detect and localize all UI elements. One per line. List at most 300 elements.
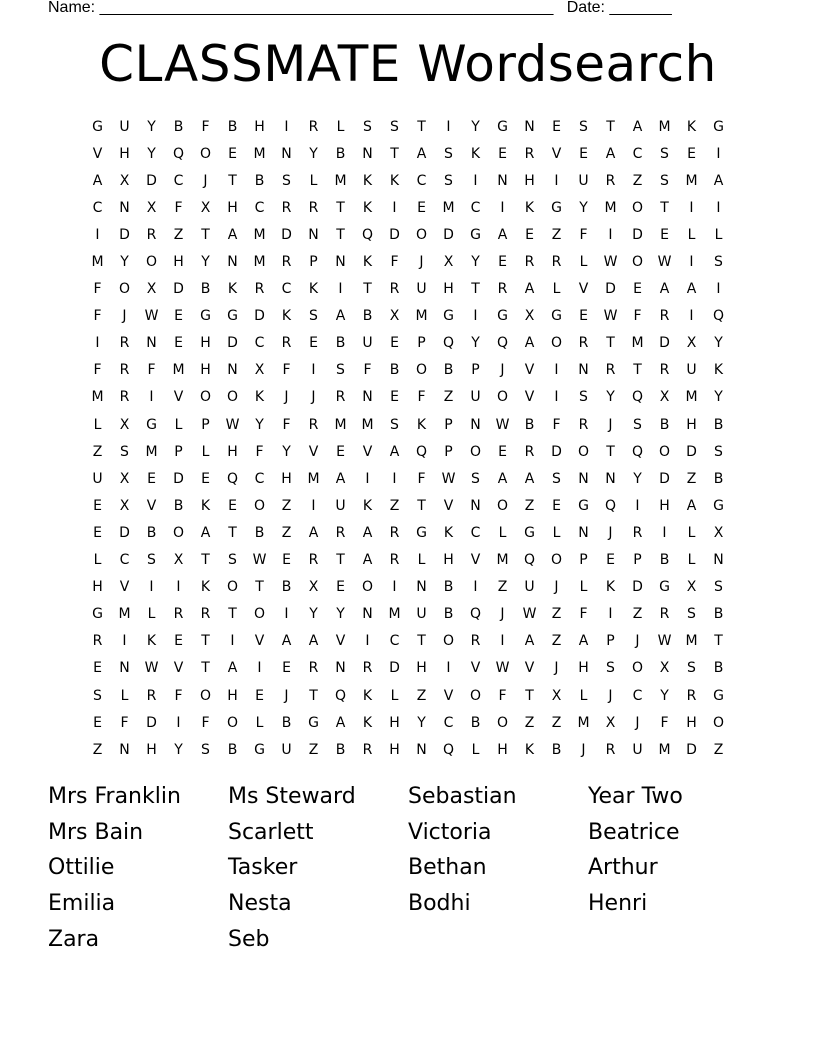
grid-letter: Y — [471, 335, 480, 352]
grid-letter: F — [552, 416, 561, 433]
grid-letter: V — [470, 552, 481, 569]
grid-letter: N — [227, 254, 238, 271]
grid-letter: T — [201, 226, 210, 243]
grid-letter: Y — [174, 741, 183, 758]
grid-letter: W — [657, 254, 672, 271]
grid-letter: X — [389, 308, 400, 325]
grid-letter: G — [308, 714, 319, 731]
grid-letter: V — [146, 497, 157, 514]
grid-letter: Y — [417, 714, 426, 731]
grid-letter: Z — [281, 524, 292, 541]
grid-letter: F — [174, 199, 183, 216]
grid-letter: G — [254, 741, 265, 758]
grid-letter: R — [578, 416, 589, 433]
grid-letter: C — [254, 199, 265, 216]
grid-letter: H — [524, 172, 535, 189]
grid-letter: T — [228, 172, 237, 189]
grid-letter: R — [659, 308, 670, 325]
grid-letter: L — [93, 416, 102, 433]
grid-letter: R — [632, 524, 643, 541]
grid-letter: M — [658, 741, 671, 758]
grid-letter: H — [173, 254, 184, 271]
grid-letter: T — [228, 606, 237, 623]
grid-letter: K — [713, 362, 724, 379]
grid-letter: E — [228, 145, 237, 162]
grid-letter: Q — [496, 335, 509, 352]
grid-letter: H — [119, 145, 130, 162]
grid-letter: J — [284, 687, 289, 704]
grid-letter: S — [363, 118, 372, 135]
grid-letter: L — [417, 552, 426, 569]
grid-letter: R — [524, 145, 535, 162]
grid-letter: R — [119, 362, 130, 379]
grid-letter: B — [173, 118, 184, 135]
grid-letter: X — [659, 660, 670, 677]
grid-letter: H — [497, 741, 508, 758]
grid-letter: A — [524, 633, 535, 650]
grid-letter: E — [633, 281, 642, 298]
grid-letter: J — [311, 389, 316, 406]
grid-letter: G — [713, 687, 724, 704]
grid-letter: F — [201, 118, 210, 135]
grid-letter: Z — [632, 172, 643, 189]
grid-letter: Y — [336, 606, 345, 623]
grid-letter: Y — [714, 389, 723, 406]
grid-letter: I — [392, 199, 397, 216]
grid-letter: V — [524, 362, 535, 379]
grid-letter: L — [309, 172, 318, 189]
grid-letter: J — [500, 362, 505, 379]
grid-letter: D — [686, 443, 697, 460]
grid-letter: K — [605, 579, 616, 596]
grid-letter: Z — [551, 714, 562, 731]
grid-letter: L — [255, 714, 264, 731]
grid-letter: R — [119, 389, 130, 406]
grid-letter: U — [335, 497, 346, 514]
grid-letter: Y — [633, 470, 642, 487]
grid-letter: V — [524, 660, 535, 677]
grid-letter: Q — [631, 389, 644, 406]
grid-letter: A — [362, 524, 373, 541]
word-list-item: Mrs Bain — [48, 819, 144, 845]
grid-letter: V — [92, 145, 103, 162]
grid-letter: W — [144, 308, 159, 325]
grid-letter: T — [606, 443, 615, 460]
grid-letter: A — [524, 470, 535, 487]
grid-letter: G — [146, 416, 157, 433]
grid-letter: S — [228, 552, 237, 569]
grid-letter: K — [200, 579, 211, 596]
grid-letter: W — [225, 416, 240, 433]
grid-letter: Q — [442, 741, 455, 758]
grid-letter: I — [689, 199, 694, 216]
grid-letter: K — [362, 199, 373, 216]
grid-letter: I — [149, 389, 154, 406]
grid-letter: H — [443, 552, 454, 569]
grid-letter: G — [578, 497, 589, 514]
grid-letter: D — [119, 226, 130, 243]
grid-letter: I — [500, 633, 505, 650]
word-list-item: Year Two — [588, 784, 683, 810]
grid-letter: N — [416, 741, 427, 758]
grid-letter: N — [362, 389, 373, 406]
grid-letter: H — [200, 362, 211, 379]
grid-letter: I — [122, 633, 127, 650]
grid-letter: D — [146, 714, 157, 731]
grid-letter: F — [282, 362, 291, 379]
grid-letter: M — [685, 633, 698, 650]
grid-letter: I — [554, 389, 559, 406]
grid-letter: R — [146, 687, 157, 704]
grid-letter: A — [335, 714, 346, 731]
grid-letter: R — [578, 335, 589, 352]
grid-letter: S — [201, 741, 210, 758]
header-line — [48, 0, 672, 18]
grid-letter: V — [524, 389, 535, 406]
grid-letter: P — [309, 254, 318, 271]
grid-letter: I — [365, 633, 370, 650]
grid-letter: S — [147, 552, 156, 569]
grid-letter: W — [144, 660, 159, 677]
grid-letter: I — [392, 470, 397, 487]
grid-letter: R — [659, 606, 670, 623]
grid-letter: J — [500, 606, 505, 623]
grid-letter: R — [308, 416, 319, 433]
grid-letter: B — [281, 579, 292, 596]
grid-letter: U — [632, 741, 643, 758]
grid-letter: R — [389, 281, 400, 298]
grid-letter: I — [176, 714, 181, 731]
grid-letter: X — [686, 579, 697, 596]
grid-letter: A — [362, 552, 373, 569]
grid-letter: O — [226, 714, 239, 731]
grid-letter: U — [119, 118, 130, 135]
grid-letter: K — [362, 687, 373, 704]
grid-letter: U — [281, 741, 292, 758]
grid-letter: Y — [309, 606, 318, 623]
grid-letter: Y — [660, 687, 669, 704]
grid-letter: N — [119, 660, 130, 677]
grid-letter: Y — [282, 443, 291, 460]
grid-letter: R — [659, 362, 670, 379]
grid-letter: Y — [309, 145, 318, 162]
word-list-item: Emilia — [48, 891, 116, 917]
grid-letter: B — [227, 741, 238, 758]
grid-letter: B — [551, 741, 562, 758]
grid-letter: J — [554, 579, 559, 596]
grid-letter: B — [659, 552, 670, 569]
grid-letter: X — [254, 362, 265, 379]
grid-letter: E — [660, 226, 669, 243]
grid-letter: E — [390, 389, 399, 406]
grid-letter: B — [713, 416, 724, 433]
grid-letter: I — [149, 579, 154, 596]
grid-letter: M — [631, 335, 644, 352]
grid-letter: I — [257, 660, 262, 677]
grid-letter: J — [554, 660, 559, 677]
grid-letter: J — [635, 714, 640, 731]
grid-letter: E — [498, 145, 507, 162]
grid-letter: A — [524, 281, 535, 298]
grid-letter: Z — [524, 497, 535, 514]
page-title: CLASSMATE Wordsearch — [99, 35, 717, 93]
grid-letter: X — [200, 199, 211, 216]
grid-letter: S — [390, 416, 399, 433]
grid-letter: M — [334, 172, 347, 189]
grid-letter: A — [416, 145, 427, 162]
grid-letter: M — [91, 389, 104, 406]
grid-letter: F — [93, 308, 102, 325]
grid-letter: U — [416, 281, 427, 298]
grid-letter: K — [362, 254, 373, 271]
grid-letter: Q — [361, 226, 374, 243]
grid-letter: S — [687, 606, 696, 623]
word-list-item: Ottilie — [48, 855, 115, 881]
grid-letter: Z — [92, 741, 103, 758]
grid-letter: A — [497, 226, 508, 243]
grid-letter: R — [119, 335, 130, 352]
grid-letter: D — [659, 335, 670, 352]
grid-letter: R — [605, 172, 616, 189]
grid-letter: X — [713, 524, 724, 541]
grid-letter: K — [254, 389, 265, 406]
grid-letter: I — [608, 606, 613, 623]
grid-letter: N — [605, 470, 616, 487]
grid-letter: C — [470, 199, 481, 216]
grid-letter: P — [633, 552, 642, 569]
grid-letter: Q — [415, 443, 428, 460]
grid-letter: D — [551, 443, 562, 460]
grid-letter: F — [255, 443, 264, 460]
grid-letter: P — [444, 443, 453, 460]
grid-letter: I — [689, 308, 694, 325]
grid-letter: M — [496, 552, 509, 569]
grid-letter: R — [146, 226, 157, 243]
grid-letter: E — [93, 524, 102, 541]
grid-letter: G — [497, 118, 508, 135]
grid-letter: A — [335, 470, 346, 487]
grid-letter: L — [471, 741, 480, 758]
grid-letter: I — [473, 172, 478, 189]
grid-letter: F — [417, 470, 426, 487]
grid-letter: X — [524, 308, 535, 325]
grid-letter: H — [200, 335, 211, 352]
grid-letter: N — [119, 741, 130, 758]
grid-letter: Y — [201, 254, 210, 271]
grid-letter: V — [308, 443, 319, 460]
grid-letter: D — [686, 741, 697, 758]
grid-letter: I — [716, 199, 721, 216]
grid-letter: K — [470, 145, 481, 162]
word-list-item: Sebastian — [408, 784, 517, 810]
grid-letter: K — [200, 497, 211, 514]
grid-letter: I — [716, 281, 721, 298]
grid-letter: E — [390, 335, 399, 352]
word-list-item: Zara — [48, 926, 100, 952]
grid-letter: A — [227, 226, 238, 243]
grid-letter: A — [308, 633, 319, 650]
grid-letter: T — [471, 281, 480, 298]
grid-letter: F — [417, 389, 426, 406]
grid-letter: O — [226, 389, 239, 406]
grid-letter: G — [470, 226, 481, 243]
grid-letter: R — [362, 660, 373, 677]
grid-letter: C — [254, 470, 265, 487]
grid-letter: S — [660, 145, 669, 162]
grid-letter: A — [389, 443, 400, 460]
grid-letter: I — [554, 362, 559, 379]
grid-letter: T — [417, 118, 426, 135]
grid-letter: W — [603, 254, 618, 271]
grid-letter: X — [605, 714, 616, 731]
grid-letter: O — [469, 687, 482, 704]
grid-letter: W — [657, 633, 672, 650]
grid-letter: A — [227, 660, 238, 677]
grid-letter: I — [500, 199, 505, 216]
grid-letter: T — [228, 524, 237, 541]
grid-letter: L — [687, 524, 696, 541]
grid-letter: X — [146, 281, 157, 298]
grid-letter: W — [603, 308, 618, 325]
grid-letter: K — [227, 281, 238, 298]
grid-letter: M — [253, 254, 266, 271]
grid-letter: C — [470, 524, 481, 541]
grid-letter: N — [146, 335, 157, 352]
grid-letter: G — [497, 308, 508, 325]
grid-letter: C — [389, 633, 400, 650]
grid-letter: P — [444, 416, 453, 433]
grid-letter: W — [252, 552, 267, 569]
grid-letter: R — [686, 687, 697, 704]
grid-letter: N — [524, 118, 535, 135]
grid-letter: O — [496, 497, 509, 514]
grid-letter: S — [444, 172, 453, 189]
grid-letter: Q — [442, 335, 455, 352]
grid-letter: T — [201, 552, 210, 569]
grid-letter: Q — [172, 145, 185, 162]
grid-letter: R — [254, 281, 265, 298]
grid-letter: A — [578, 633, 589, 650]
grid-letter: I — [311, 362, 316, 379]
grid-letter: P — [579, 552, 588, 569]
grid-letter: G — [524, 524, 535, 541]
grid-letter: M — [145, 443, 158, 460]
grid-letter: E — [525, 226, 534, 243]
grid-letter: N — [578, 524, 589, 541]
grid-letter: H — [281, 470, 292, 487]
grid-letter: K — [443, 524, 454, 541]
grid-letter: J — [203, 172, 208, 189]
grid-letter: F — [120, 714, 129, 731]
grid-letter: D — [659, 470, 670, 487]
grid-letter: O — [496, 714, 509, 731]
grid-letter: D — [119, 524, 130, 541]
letter-grid — [84, 113, 732, 763]
word-list-item: Beatrice — [588, 819, 680, 845]
grid-letter: A — [335, 308, 346, 325]
grid-letter: T — [255, 579, 264, 596]
grid-letter: M — [118, 606, 131, 623]
grid-letter: C — [119, 552, 130, 569]
grid-letter: N — [416, 579, 427, 596]
grid-letter: N — [119, 199, 130, 216]
grid-letter: I — [230, 633, 235, 650]
grid-letter: U — [524, 579, 535, 596]
grid-letter: H — [146, 741, 157, 758]
grid-letter: H — [686, 714, 697, 731]
grid-letter: K — [362, 172, 373, 189]
grid-letter: A — [686, 281, 697, 298]
grid-letter: F — [174, 687, 183, 704]
grid-letter: F — [498, 687, 507, 704]
grid-letter: O — [658, 443, 671, 460]
grid-letter: D — [443, 226, 454, 243]
grid-letter: R — [524, 443, 535, 460]
grid-letter: I — [716, 145, 721, 162]
grid-letter: E — [93, 714, 102, 731]
grid-letter: X — [119, 416, 130, 433]
grid-letter: M — [685, 389, 698, 406]
grid-letter: B — [254, 172, 265, 189]
grid-letter: S — [687, 660, 696, 677]
grid-letter: X — [146, 199, 157, 216]
grid-letter: R — [281, 199, 292, 216]
grid-letter: E — [336, 443, 345, 460]
grid-letter: A — [281, 633, 292, 650]
grid-letter: U — [92, 470, 103, 487]
grid-letter: L — [390, 687, 399, 704]
grid-letter: G — [443, 308, 454, 325]
grid-letter: M — [415, 308, 428, 325]
grid-letter: N — [227, 362, 238, 379]
grid-letter: L — [147, 606, 156, 623]
grid-letter: G — [551, 308, 562, 325]
grid-letter: D — [173, 281, 184, 298]
grid-letter: T — [201, 633, 210, 650]
grid-letter: X — [119, 497, 130, 514]
grid-letter: W — [495, 660, 510, 677]
grid-letter: X — [119, 172, 130, 189]
grid-letter: L — [201, 443, 210, 460]
grid-letter: E — [417, 199, 426, 216]
grid-letter: B — [443, 362, 454, 379]
grid-letter: V — [119, 579, 130, 596]
grid-letter: P — [417, 335, 426, 352]
grid-letter: C — [254, 335, 265, 352]
grid-letter: Q — [712, 308, 725, 325]
word-list — [48, 779, 768, 957]
grid-letter: L — [93, 552, 102, 569]
grid-letter: E — [498, 254, 507, 271]
grid-letter: R — [335, 524, 346, 541]
grid-letter: G — [659, 579, 670, 596]
grid-letter: K — [281, 308, 292, 325]
grid-letter: E — [228, 497, 237, 514]
grid-letter: Z — [389, 497, 400, 514]
grid-letter: D — [227, 335, 238, 352]
grid-letter: R — [524, 254, 535, 271]
grid-letter: G — [92, 606, 103, 623]
grid-letter: Y — [606, 389, 615, 406]
grid-letter: T — [606, 118, 615, 135]
grid-letter: I — [284, 118, 289, 135]
grid-letter: T — [336, 226, 345, 243]
grid-letter: S — [120, 443, 129, 460]
grid-letter: N — [578, 470, 589, 487]
grid-letter: O — [199, 145, 212, 162]
grid-letter: R — [281, 335, 292, 352]
grid-letter: Z — [308, 741, 319, 758]
